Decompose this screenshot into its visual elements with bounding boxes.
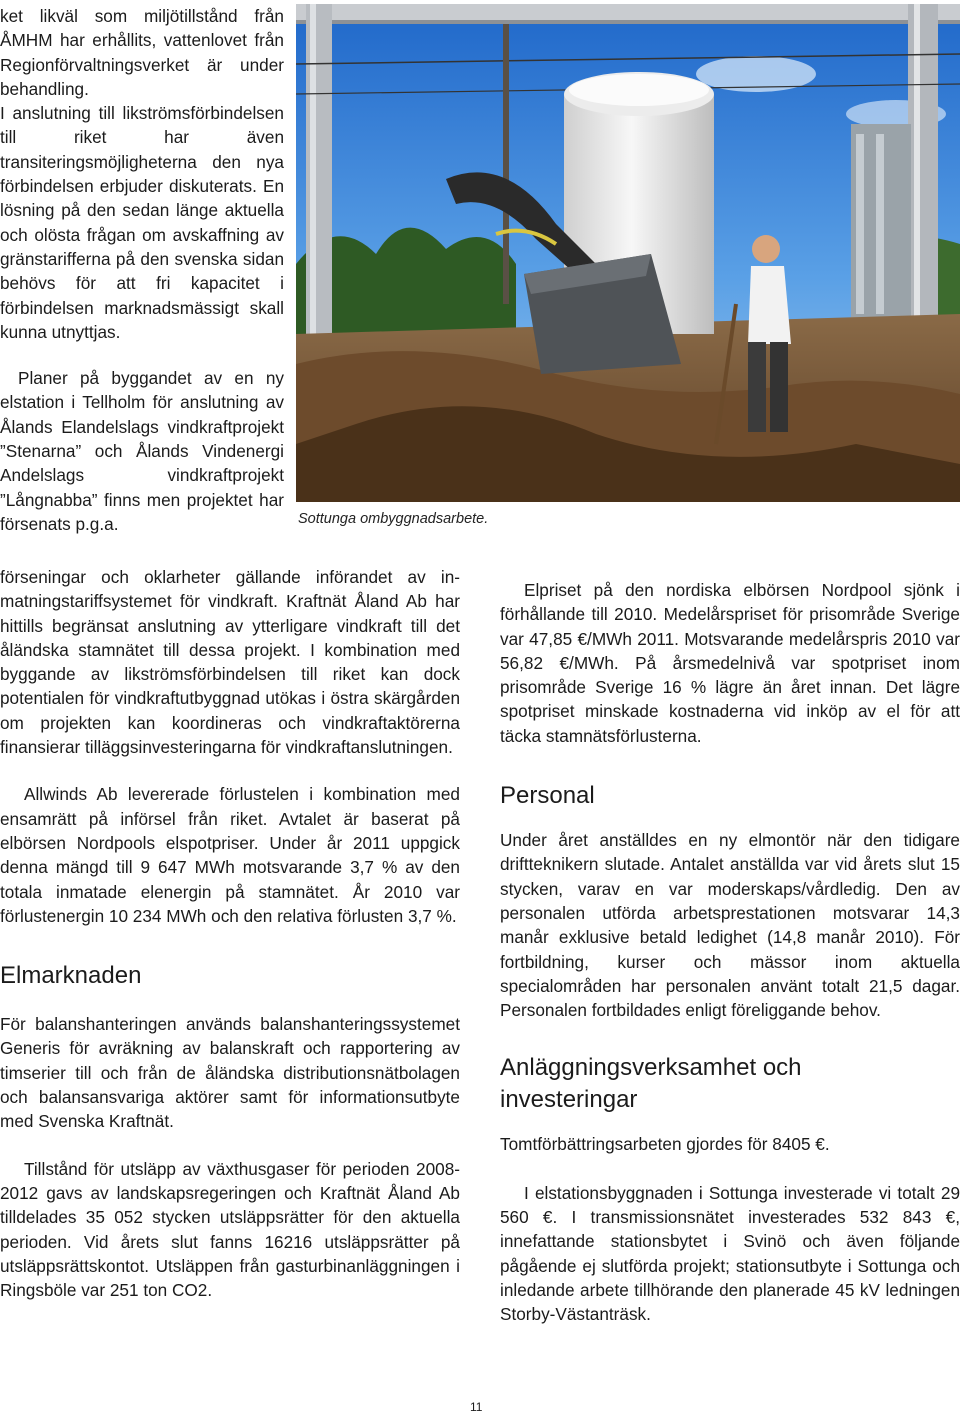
heading-elmarknaden: Elmarknaden [0,962,142,990]
paragraph: För balanshanteringen används balanshanteringssystemet Generis för avräkning av balanskraft och rapportering av timserier till och från de åländska distributionsnätbolagen och balansansvariga aktörer samt för informationsutbyte med Svenska Kraftnät. [0,1014,460,1132]
paragraph: I elstationsbyggnaden i Sottunga investerade vi totalt 29 560 €. I transmissionsnätet investerades 532 843 €, innefattande stationsbytet i Svinö och även följande pågående ej slutförda projekt; stationsutbyte i Sottunga och inledande arbete tillhörande den planerade 45 kV ledningen Storby-Västanträsk. [500,1182,960,1325]
left-column [0,565,460,1302]
photo-caption: Sottunga ombyggnadsarbete. [298,511,489,527]
excavator-scene-illustration [296,4,960,502]
paragraph: Tomtförbättringsarbeten gjordes för 8405 €. [500,1134,830,1155]
construction-photo [296,4,960,502]
left-column-top [0,4,284,536]
paragraph: ket likväl som miljötillstånd från ÅMHM har erhållits, vattenlovet från Regionförvaltningsverket är under behandling. [0,6,284,99]
paragraph: förseningar och oklarheter gällande införandet av inmatningstariffsystemet för vindkraft. Kraftnät Åland Ab har hittills begränsat anslutning av ytterligare vindkraft till det åländska stamnätet till dessa projekt. I kombination med byggande av likströmsförbindelsen till riket kan dock potentialen för vindkraftutbyggnad utökas i östra skärgården om projekten kan koordineras och vindkraftaktörerna finansierar tilläggsinvesteringarna för vindkraftanslutningen. [0,567,460,758]
page-number: 11 [470,1400,483,1414]
paragraph: Elpriset på den nordiska elbörsen Nordpool sjönk i förhållande till 2010. Medelårspriset för prisområde Sverige var 47,85 €/MWh 2011. Motsvarande medelårspris 2010 var 56,82 €/MWh. På årsmedelnivå var spotpriset inom prisområde Sverige 16 % lägre än året innan. Det lägre spotpriset minskade kostnaderna vid inköp av el för att täcka stamnätsförlusterna. [500,580,960,746]
paragraph: Planer på byggandet av en ny elstation i Tellholm för anslutning av Ålands Elandelslags vindkraftprojekt ”Stenarna” och Ålands Vindenergi Andelslags vindkraftprojekt ”Långnabba” finns men projektet har försenats p.g.a. [0,368,284,534]
paragraph: Tillstånd för utsläpp av växthusgaser för perioden 2008-2012 gavs av landskapsregeringen och Kraftnät Åland Ab tilldelades 35 052 stycken utsläppsrätter för den aktuella perioden. Vid årets slut fanns 16216 utsläppsrätter på utsläppsrättskontot. Utsläppen från gasturbinanläggningen i Ringsböle var 251 ton CO2. [0,1158,460,1301]
paragraph: I anslutning till likströmsförbindelsen till riket har även transiteringsmöjligheterna den nya förbindelsen erbjuder diskuterats. En lösning på den sedan länge aktuella och olösta frågan om avskaffning av gränstarifferna på den svenska sidan behövs för att fri kapacitet i förbindelsen marknadsmässigt skall kunna utnyttjas. [0,103,284,342]
right-column [500,578,960,1327]
paragraph: Allwinds Ab levererade förlustelen i kombination med ensamrätt på införsel från riket. Avtalet är baserat på elbörsen Nordpools elspotpriser. Under år 2011 uppgick denna mängd till 9 647 MWh motsvarande 3,7 % av den totala inmatade elenergin på stamnätet. År 2010 var förlustenergin 10 234 MWh och den relativa förlusten 3,7 %. [0,784,460,926]
heading-personal: Personal [500,782,595,810]
heading-anlaggningsverksamhet: Anläggningsverksamhet och investeringar [500,1054,802,1114]
paragraph: Under året anställdes en ny elmontör när den tidigare driftteknikern slutade. Antalet anställda var vid årets slut 15 stycken, varav en var moderskaps/vårdledig. Den av personalen utförda arbetsprestationen motsvarar 14,3 manår exklusive betald ledighet (14,8 manår 2010). För fortbildning, kurser och mässor inom aktuella specialområden har personalen använt totalt 21,5 dagar. Personalen fortbildades enligt föreliggande behov. [500,830,960,1021]
